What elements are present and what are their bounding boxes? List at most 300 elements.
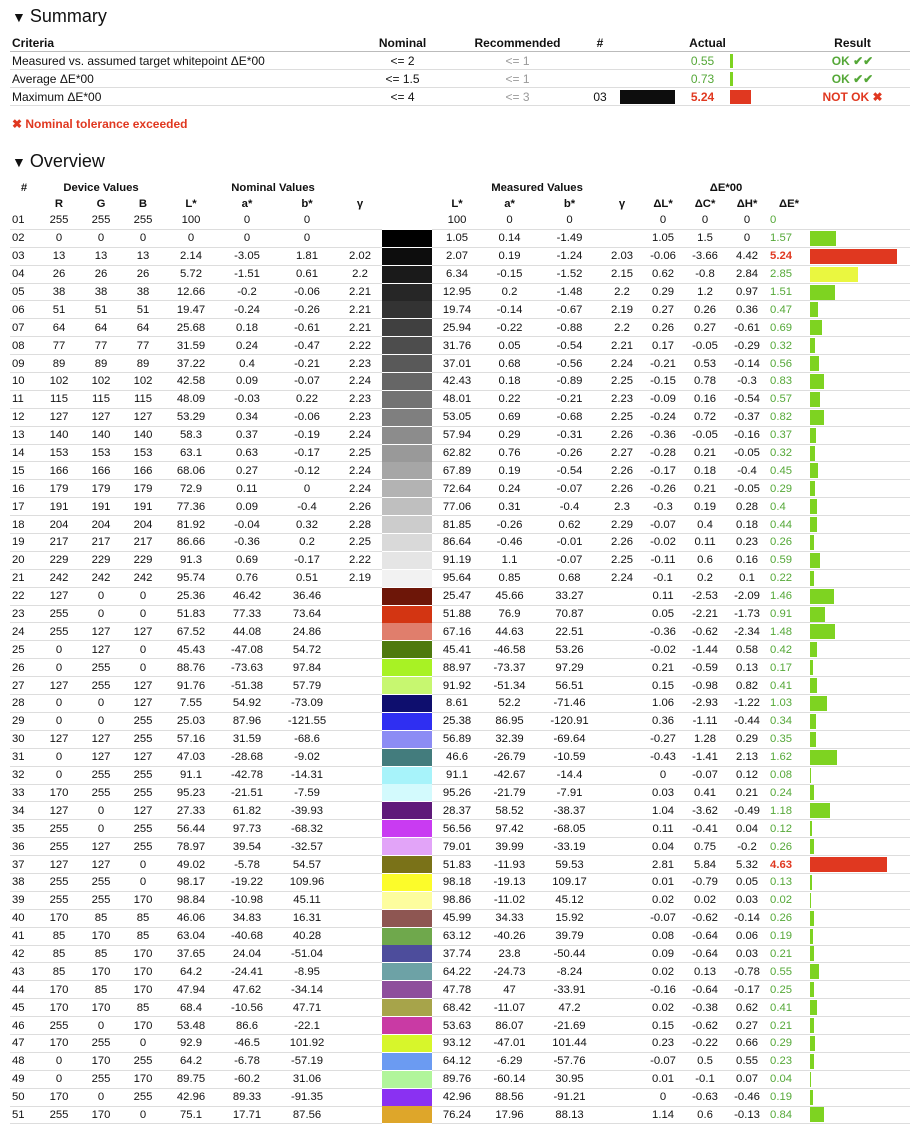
cell: -0.05 xyxy=(684,426,726,444)
cell: 2.25 xyxy=(338,534,382,552)
cell: 2.21 xyxy=(602,337,642,355)
cell: -0.22 xyxy=(482,319,537,337)
cell: 0.24 xyxy=(218,337,276,355)
cell: 170 xyxy=(38,909,80,927)
cell: -11.93 xyxy=(482,856,537,874)
result-status: OK ✔✔ xyxy=(795,70,910,88)
cell: -1.73 xyxy=(726,605,768,623)
cell: 127 xyxy=(38,730,80,748)
cell: 255 xyxy=(80,1034,122,1052)
delta-e-bar xyxy=(810,945,910,963)
cell: 85 xyxy=(80,909,122,927)
cell: -1.11 xyxy=(684,712,726,730)
cell: -0.01 xyxy=(537,534,602,552)
cell: 49.02 xyxy=(164,856,218,874)
cell: -0.03 xyxy=(218,390,276,408)
cell: 61.82 xyxy=(218,802,276,820)
cell xyxy=(338,802,382,820)
cell: 0.04 xyxy=(726,820,768,838)
cell: 0.37 xyxy=(218,426,276,444)
cell: 5.72 xyxy=(164,265,218,283)
cell: 17 xyxy=(10,498,38,516)
table-row xyxy=(10,355,910,373)
cell: 85 xyxy=(80,981,122,999)
cell: 86.95 xyxy=(482,712,537,730)
cell xyxy=(338,748,382,766)
cell: 0 xyxy=(218,229,276,247)
cell: 47.03 xyxy=(164,748,218,766)
cell: 0 xyxy=(642,212,684,229)
cell: -0.49 xyxy=(726,802,768,820)
table-row xyxy=(10,784,910,802)
delta-e-bar xyxy=(810,927,910,945)
cell: 42.96 xyxy=(164,1088,218,1106)
col-header: b* xyxy=(301,198,313,210)
cell: 25.38 xyxy=(432,712,482,730)
cell: 88.97 xyxy=(432,659,482,677)
cell: 67.89 xyxy=(432,462,482,480)
cell: 77.06 xyxy=(432,498,482,516)
cell: 98.86 xyxy=(432,891,482,909)
cell: -50.44 xyxy=(537,945,602,963)
cell: -42.78 xyxy=(218,766,276,784)
cell: 170 xyxy=(80,999,122,1017)
cell: -0.12 xyxy=(276,462,338,480)
cell xyxy=(602,1017,642,1035)
delta-e-bar xyxy=(810,247,910,265)
table-row xyxy=(10,516,910,534)
cell: 255 xyxy=(80,659,122,677)
cell: 46.06 xyxy=(164,909,218,927)
cell xyxy=(338,820,382,838)
cell: -0.19 xyxy=(276,426,338,444)
cell: 0.11 xyxy=(642,820,684,838)
cell: 170 xyxy=(38,981,80,999)
summary-heading[interactable] xyxy=(12,6,107,27)
cell: -0.27 xyxy=(642,730,684,748)
cell: 32 xyxy=(10,766,38,784)
cell: 2.84 xyxy=(726,265,768,283)
cell: -19.22 xyxy=(218,873,276,891)
cell: 0.97 xyxy=(726,283,768,301)
cell: 31.06 xyxy=(276,1070,338,1088)
summary-row xyxy=(10,52,910,70)
cell xyxy=(602,963,642,981)
cell: 24 xyxy=(10,623,38,641)
delta-e-bar xyxy=(810,426,910,444)
delta-e-bar xyxy=(810,498,910,516)
cell: 0.23 xyxy=(726,534,768,552)
delta-e-bar xyxy=(810,766,910,784)
cell: 37.65 xyxy=(164,945,218,963)
cell: 24.86 xyxy=(276,623,338,641)
cell: 0.21 xyxy=(684,444,726,462)
cell: -32.57 xyxy=(276,838,338,856)
cell: 27 xyxy=(10,677,38,695)
cell: 255 xyxy=(38,605,80,623)
table-row xyxy=(10,659,910,677)
cell: 0.07 xyxy=(726,1070,768,1088)
cell: 39.99 xyxy=(482,838,537,856)
cell: 09 xyxy=(10,355,38,373)
cell: 0 xyxy=(122,1106,164,1124)
cell: 72.9 xyxy=(164,480,218,498)
cell: 0.68 xyxy=(537,569,602,587)
cell: 109.96 xyxy=(276,873,338,891)
cell: 11 xyxy=(10,390,38,408)
cell: 2.25 xyxy=(602,551,642,569)
table-row xyxy=(10,1034,910,1052)
cell: 0 xyxy=(80,802,122,820)
cell: 0.5 xyxy=(684,1052,726,1070)
cell: 0 xyxy=(122,587,164,605)
cell: 63.04 xyxy=(164,927,218,945)
cell: 39.79 xyxy=(537,927,602,945)
cell: 0.27 xyxy=(684,319,726,337)
cell: -0.26 xyxy=(482,516,537,534)
cell: 46.42 xyxy=(218,587,276,605)
cell: 75.1 xyxy=(164,1106,218,1124)
cell: 37.01 xyxy=(432,355,482,373)
cell xyxy=(338,1034,382,1052)
color-swatch xyxy=(382,283,432,301)
cell: 0.14 xyxy=(482,229,537,247)
cell: -0.3 xyxy=(642,498,684,516)
cell: 85 xyxy=(122,999,164,1017)
cell: 2.13 xyxy=(726,748,768,766)
cell: 53.48 xyxy=(164,1017,218,1035)
cell: -0.54 xyxy=(726,390,768,408)
cell: 255 xyxy=(80,677,122,695)
cell: 34 xyxy=(10,802,38,820)
delta-e-bar xyxy=(810,462,910,480)
cell: -73.63 xyxy=(218,659,276,677)
delta-e-bar xyxy=(810,677,910,695)
cell: 0 xyxy=(80,1017,122,1035)
cell: -19.13 xyxy=(482,873,537,891)
cell: 50 xyxy=(10,1088,38,1106)
cell: 0.68 xyxy=(482,355,537,373)
cell: 0.18 xyxy=(684,462,726,480)
cell: -2.21 xyxy=(684,605,726,623)
cell: 0.4 xyxy=(684,516,726,534)
cell xyxy=(338,677,382,695)
cell: 0.12 xyxy=(726,766,768,784)
delta-e-bar xyxy=(810,641,910,659)
color-swatch xyxy=(382,1052,432,1070)
cell: -0.28 xyxy=(642,444,684,462)
cell xyxy=(602,981,642,999)
delta-e-value: 2.85 xyxy=(768,265,810,283)
cell: 47 xyxy=(482,981,537,999)
cell: 04 xyxy=(10,265,38,283)
cell: -33.19 xyxy=(537,838,602,856)
cell: -0.26 xyxy=(276,301,338,319)
cell: 0 xyxy=(218,212,276,229)
cell: -3.62 xyxy=(684,802,726,820)
color-swatch xyxy=(382,426,432,444)
cell: 51.83 xyxy=(432,856,482,874)
patch-swatch xyxy=(620,52,675,70)
color-swatch xyxy=(382,569,432,587)
cell: -0.64 xyxy=(684,945,726,963)
cell: 170 xyxy=(80,1106,122,1124)
cell: 20 xyxy=(10,551,38,569)
disclosure-triangle-icon[interactable]: ▼ xyxy=(12,9,26,25)
cell: 28.37 xyxy=(432,802,482,820)
cell: 153 xyxy=(122,444,164,462)
color-swatch xyxy=(382,247,432,265)
cell: -0.07 xyxy=(537,480,602,498)
delta-e-bar xyxy=(810,730,910,748)
cell: 89 xyxy=(38,355,80,373)
cell: 0.28 xyxy=(726,498,768,516)
cell: 18 xyxy=(10,516,38,534)
cell: -0.17 xyxy=(276,444,338,462)
cell: -0.43 xyxy=(642,748,684,766)
cell: 0.2 xyxy=(684,569,726,587)
delta-e-bar xyxy=(810,784,910,802)
cell: 68.42 xyxy=(432,999,482,1017)
cell: 0 xyxy=(80,1088,122,1106)
delta-e-value: 0.29 xyxy=(768,480,810,498)
cell: -120.91 xyxy=(537,712,602,730)
cell: 86.66 xyxy=(164,534,218,552)
cell: 2.22 xyxy=(338,551,382,569)
patch-number xyxy=(580,70,620,88)
cell: 0 xyxy=(276,480,338,498)
cell: -40.68 xyxy=(218,927,276,945)
delta-e-value: 0.42 xyxy=(768,641,810,659)
cell: 0.6 xyxy=(684,1106,726,1124)
color-swatch xyxy=(382,229,432,247)
cell: 255 xyxy=(122,838,164,856)
cell: 255 xyxy=(38,1017,80,1035)
cell: 70.87 xyxy=(537,605,602,623)
cell: 0.63 xyxy=(218,444,276,462)
cell: 0.09 xyxy=(218,373,276,391)
cell: 255 xyxy=(80,766,122,784)
table-row xyxy=(10,587,910,605)
color-swatch xyxy=(382,999,432,1017)
color-swatch xyxy=(382,355,432,373)
cell: -68.32 xyxy=(276,820,338,838)
cell: 07 xyxy=(10,319,38,337)
cell: -0.98 xyxy=(684,677,726,695)
cell: -0.1 xyxy=(684,1070,726,1088)
cell: -2.93 xyxy=(684,695,726,713)
color-swatch xyxy=(382,390,432,408)
actual-bar xyxy=(730,52,795,70)
cell: 33 xyxy=(10,784,38,802)
cell: 53.05 xyxy=(432,408,482,426)
cell: -0.64 xyxy=(684,927,726,945)
cell: 217 xyxy=(80,534,122,552)
cell: 255 xyxy=(122,712,164,730)
disclosure-triangle-icon[interactable]: ▼ xyxy=(12,154,26,170)
cell: -51.04 xyxy=(276,945,338,963)
cell xyxy=(602,802,642,820)
cell: 255 xyxy=(80,212,122,229)
cell: 0 xyxy=(80,712,122,730)
cell: 88.56 xyxy=(482,1088,537,1106)
cell: -0.21 xyxy=(537,390,602,408)
delta-e-value: 0.44 xyxy=(768,516,810,534)
nominal-value: <= 1.5 xyxy=(350,70,455,88)
nominal-value: <= 4 xyxy=(350,88,455,106)
cell: 45.11 xyxy=(276,891,338,909)
cell: 30.95 xyxy=(537,1070,602,1088)
cell: 47.2 xyxy=(537,999,602,1017)
col-criteria: Criteria xyxy=(10,34,350,52)
cell: 102 xyxy=(80,373,122,391)
cell: 40.28 xyxy=(276,927,338,945)
delta-e-value: 0.69 xyxy=(768,319,810,337)
actual-bar xyxy=(730,88,795,106)
cell: 79.01 xyxy=(432,838,482,856)
actual-value: 0.55 xyxy=(675,52,730,70)
cell: 2.81 xyxy=(642,856,684,874)
cell: 0 xyxy=(38,712,80,730)
cell: 0 xyxy=(38,1070,80,1088)
cell: 8.61 xyxy=(432,695,482,713)
cell: 19 xyxy=(10,534,38,552)
cell: 0.18 xyxy=(726,516,768,534)
delta-e-value: 0.21 xyxy=(768,1017,810,1035)
cell: 0 xyxy=(164,229,218,247)
cell: 13 xyxy=(122,247,164,265)
table-row xyxy=(10,999,910,1017)
cell: 0.06 xyxy=(726,927,768,945)
cell: -0.05 xyxy=(726,480,768,498)
cell: 91.3 xyxy=(164,551,218,569)
cell: 62.82 xyxy=(432,444,482,462)
cell: 0.36 xyxy=(642,712,684,730)
cell: 0 xyxy=(642,1088,684,1106)
cell xyxy=(602,677,642,695)
delta-e-bar xyxy=(810,408,910,426)
color-swatch xyxy=(382,963,432,981)
cell: 0.23 xyxy=(642,1034,684,1052)
cell: 0.02 xyxy=(642,999,684,1017)
cell: 12 xyxy=(10,408,38,426)
delta-e-value: 0.04 xyxy=(768,1070,810,1088)
cell: 0.1 xyxy=(726,569,768,587)
cell: 48 xyxy=(10,1052,38,1070)
delta-e-bar xyxy=(810,712,910,730)
cell: 127 xyxy=(80,838,122,856)
cell: 0 xyxy=(80,820,122,838)
cell: 255 xyxy=(38,873,80,891)
cell: 53.29 xyxy=(164,408,218,426)
cell: -0.09 xyxy=(642,390,684,408)
table-row xyxy=(10,963,910,981)
cell xyxy=(602,587,642,605)
cell: -0.4 xyxy=(276,498,338,516)
cell: -57.76 xyxy=(537,1052,602,1070)
cell: -0.07 xyxy=(642,909,684,927)
cell: 01 xyxy=(10,212,38,229)
cell: 242 xyxy=(38,569,80,587)
cell: 0.76 xyxy=(218,569,276,587)
cell: 0 xyxy=(38,659,80,677)
cell: 64.2 xyxy=(164,963,218,981)
cell: 56.56 xyxy=(432,820,482,838)
color-swatch xyxy=(382,784,432,802)
delta-e-bar xyxy=(810,963,910,981)
cell: 52.2 xyxy=(482,695,537,713)
cell: 44 xyxy=(10,981,38,999)
cell: 255 xyxy=(38,212,80,229)
cell xyxy=(602,945,642,963)
cell: 170 xyxy=(122,981,164,999)
color-swatch xyxy=(382,212,432,229)
overview-heading[interactable] xyxy=(12,151,105,172)
cell: 255 xyxy=(80,891,122,909)
cell: 0.61 xyxy=(276,265,338,283)
cell xyxy=(602,212,642,229)
cell: -0.37 xyxy=(726,408,768,426)
cell: 229 xyxy=(80,551,122,569)
cell: 87.96 xyxy=(218,712,276,730)
cell: 255 xyxy=(122,730,164,748)
delta-e-bar xyxy=(810,802,910,820)
cell: 7.55 xyxy=(164,695,218,713)
cell: 127 xyxy=(38,856,80,874)
col-header: a* xyxy=(241,198,253,210)
cell: -0.88 xyxy=(537,319,602,337)
cell xyxy=(338,1017,382,1035)
cell: -0.06 xyxy=(642,247,684,265)
cell: 153 xyxy=(38,444,80,462)
cell: 17.96 xyxy=(482,1106,537,1124)
cell: -0.46 xyxy=(726,1088,768,1106)
cell: -0.15 xyxy=(482,265,537,283)
color-swatch xyxy=(382,695,432,713)
cell xyxy=(338,1106,382,1124)
cell: 1.5 xyxy=(684,229,726,247)
cell: -0.07 xyxy=(642,516,684,534)
cell xyxy=(602,605,642,623)
delta-e-value: 0.26 xyxy=(768,838,810,856)
cell: 40 xyxy=(10,909,38,927)
cell: 1.2 xyxy=(684,283,726,301)
cell: 0 xyxy=(726,229,768,247)
cell xyxy=(602,695,642,713)
cell: 0 xyxy=(276,212,338,229)
cell: -0.3 xyxy=(726,373,768,391)
cell: 127 xyxy=(122,695,164,713)
delta-e-bar xyxy=(810,838,910,856)
cell: 88.13 xyxy=(537,1106,602,1124)
cell: 0.18 xyxy=(482,373,537,391)
cell: 5.32 xyxy=(726,856,768,874)
delta-e-value: 0.02 xyxy=(768,891,810,909)
cell: 91.19 xyxy=(432,551,482,569)
actual-value: 0.73 xyxy=(675,70,730,88)
cell xyxy=(338,981,382,999)
cell: 0.27 xyxy=(642,301,684,319)
cell: -0.22 xyxy=(684,1034,726,1052)
cell: 22 xyxy=(10,587,38,605)
col-header: L* xyxy=(185,198,197,210)
cell: 13 xyxy=(10,426,38,444)
cell: -6.78 xyxy=(218,1052,276,1070)
cell: 16.31 xyxy=(276,909,338,927)
cell: 13 xyxy=(80,247,122,265)
cell: 0 xyxy=(122,873,164,891)
cell: 0.53 xyxy=(684,355,726,373)
